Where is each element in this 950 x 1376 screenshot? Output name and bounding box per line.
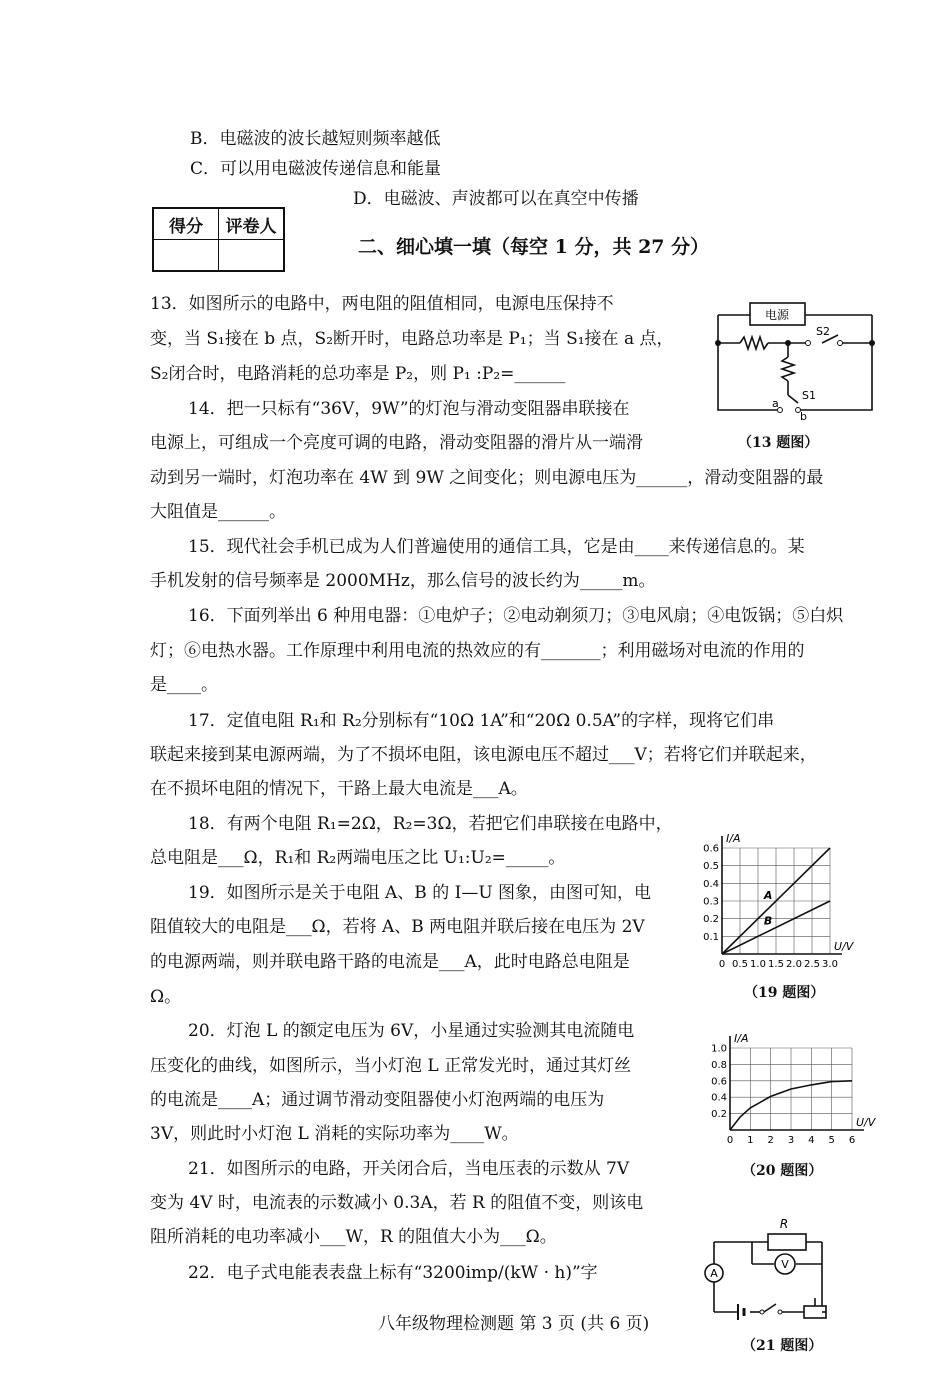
q19-line4: Ω。 <box>150 987 182 1007</box>
fig20-xtick-label: 0 <box>726 1135 734 1146</box>
q15-line1: 15．现代社会手机已成为人们普遍使用的通信工具，它是由____来传递信息的。某 <box>188 537 805 557</box>
q13-line2: 变，当 S₁接在 b 点，S₂断开时，电路总功率是 P₁；当 S₁接在 a 点， <box>150 329 674 349</box>
fig20-xtick-label: 1 <box>747 1135 754 1146</box>
fig20-xtick-label: 4 <box>808 1135 815 1146</box>
score-table <box>152 207 285 272</box>
fig19-series-label: A <box>763 889 773 903</box>
q19-line3: 的电源两端，则并联电路干路的电流是___A，此时电路总电阻是 <box>150 952 630 972</box>
q21-line2: 变为 4V 时，电流表的示数减小 0.3A，若 R 的阻值不变，则该电 <box>150 1193 644 1213</box>
q19-line1: 19．如图所示是关于电阻 A、B 的 I—U 图象，由图可知，电 <box>188 883 652 903</box>
fig21-r-label: R <box>779 1217 789 1231</box>
fig19-ytick-label: 0.5 <box>703 861 719 873</box>
fig19-xtick-label: 1.0 <box>750 959 766 970</box>
fig13-a-label: a <box>772 397 779 410</box>
fig19-xlabel: U/V <box>834 940 854 953</box>
score-cell <box>153 240 219 272</box>
q22-line1: 22．电子式电能表表盘上标有“3200imp/(kW · h)”字 <box>188 1263 598 1283</box>
fig20-xtick-label: 2 <box>767 1135 774 1146</box>
q16-line2: 灯；⑥电热水器。工作原理中利用电流的热效应的有_______；利用磁场对电流的作用的 <box>150 641 805 661</box>
fig19-series-label: B <box>763 914 773 928</box>
q14-line2: 电源上，可组成一个亮度可调的电路，滑动变阻器的滑片从一端滑 <box>150 433 643 453</box>
fig20-ylabel: I/A <box>734 1032 749 1045</box>
fig21-ammeter-label: A <box>710 1267 718 1280</box>
page-footer: 八年级物理检测题 第 3 页 (共 6 页) <box>378 1314 650 1334</box>
q17-line3: 在不损坏电阻的情况下，干路上最大电流是___A。 <box>150 779 528 799</box>
q20-line4: 3V，则此时小灯泡 L 消耗的实际功率为____W。 <box>150 1124 519 1144</box>
fig20-xtick-label: 5 <box>828 1135 835 1146</box>
fig20-xtick-label: 6 <box>848 1135 856 1146</box>
fig21-caption: （21 题图） <box>742 1338 823 1354</box>
choice-b: B．电磁波的波长越短则频率越低 <box>190 129 441 149</box>
fig20-ytick-label: 0.8 <box>711 1059 727 1071</box>
fig19-ytick-label: 0.6 <box>703 843 719 855</box>
q16-line3: 是____。 <box>150 675 218 695</box>
fig19-xtick-label: 0 <box>718 959 726 970</box>
q20-line3: 的电流是____A；通过调节滑动变阻器使小灯泡两端的电压为 <box>150 1090 605 1110</box>
section-title: 二、细心填一填（每空 1 分，共 27 分） <box>358 236 710 258</box>
choice-c: C．可以用电磁波传递信息和能量 <box>190 159 442 179</box>
score-header: 得分 <box>153 208 219 240</box>
fig20-xtick-label: 3 <box>787 1135 795 1146</box>
fig19-xtick-label: 2.5 <box>804 959 820 970</box>
fig13-circuit <box>710 295 880 423</box>
q18-line2: 总电阻是___Ω，R₁和 R₂两端电压之比 U₁:U₂=_____。 <box>150 848 566 868</box>
q15-line2: 手机发射的信号频率是 2000MHz，那么信号的波长约为_____m。 <box>150 571 656 591</box>
q21-line1: 21．如图所示的电路，开关闭合后，当电压表的示数从 7V <box>188 1159 630 1179</box>
q17-line2: 联起来接到某电源两端，为了不损坏电阻，该电源电压不超过___V；若将它们并联起来， <box>150 745 817 765</box>
fig21-voltmeter-label: V <box>781 1258 789 1271</box>
choice-d: D．电磁波、声波都可以在真空中传播 <box>353 189 639 209</box>
q20-line2: 压变化的曲线，如图所示，当小灯泡 L 正常发光时，通过其灯丝 <box>150 1056 632 1076</box>
q13-line3: S₂闭合时，电路消耗的总功率是 P₂，则 P₁ :P₂=______ <box>150 364 566 384</box>
q13-line1: 13．如图所示的电路中，两电阻的阻值相同，电源电压保持不 <box>150 294 614 314</box>
fig19-chart <box>700 828 854 970</box>
fig20-ytick-label: 1.0 <box>711 1043 727 1055</box>
grader-cell <box>219 240 285 272</box>
fig13-s1-label: S1 <box>802 389 816 402</box>
fig19-xtick-label: 0.5 <box>732 959 748 970</box>
fig19-ylabel: I/A <box>726 832 741 845</box>
fig21-circuit <box>700 1212 850 1327</box>
fig20-ytick-label: 0.2 <box>711 1109 727 1121</box>
fig13-b-label: b <box>800 410 807 423</box>
fig20-ytick-label: 0.6 <box>711 1076 727 1088</box>
q17-line1: 17．定值电阻 R₁和 R₂分别标有“10Ω 1A”和“20Ω 0.5A”的字样，现将它们串 <box>188 711 775 731</box>
fig19-ytick-label: 0.3 <box>703 896 719 908</box>
q16-line1: 16．下面列举出 6 种用电器：①电炉子；②电动剃须刀；③电风扇；④电饭锅；⑤白炽 <box>188 606 844 626</box>
fig20-caption: （20 题图） <box>742 1163 823 1179</box>
q19-line2: 阻值较大的电阻是___Ω，若将 A、B 两电阻并联后接在电压为 2V <box>150 917 645 937</box>
q14-line3: 动到另一端时，灯泡功率在 4W 到 9W 之间变化；则电源电压为______，滑动变阻器的最 <box>150 468 824 488</box>
fig19-ytick-label: 0.4 <box>703 878 719 890</box>
fig20-xlabel: U/V <box>856 1116 876 1129</box>
q18-line1: 18．有两个电阻 R₁=2Ω，R₂=3Ω，若把它们串联接在电路中， <box>188 814 673 834</box>
fig19-caption: （19 题图） <box>744 985 825 1001</box>
fig13-caption: （13 题图） <box>738 435 819 451</box>
fig19-xtick-label: 3.0 <box>822 959 838 970</box>
fig20-chart <box>700 1028 876 1150</box>
fig19-xtick-label: 2.0 <box>786 959 802 970</box>
fig13-source-label: 电源 <box>764 308 790 322</box>
fig19-ytick-label: 0.2 <box>703 914 719 926</box>
fig13-s2-label: S2 <box>816 325 830 338</box>
fig19-ytick-label: 0.1 <box>703 931 719 943</box>
q14-line4: 大阻值是______。 <box>150 502 286 522</box>
q20-line1: 20．灯泡 L 的额定电压为 6V，小星通过实验测其电流随电 <box>188 1021 635 1041</box>
fig20-ytick-label: 0.4 <box>711 1092 727 1104</box>
q14-line1: 14．把一只标有“36V，9W”的灯泡与滑动变阻器串联接在 <box>188 399 630 419</box>
fig19-xtick-label: 1.5 <box>768 959 784 970</box>
grader-header: 评卷人 <box>219 208 285 240</box>
q21-line3: 阻所消耗的电功率减小___W，R 的阻值大小为___Ω。 <box>150 1227 557 1247</box>
